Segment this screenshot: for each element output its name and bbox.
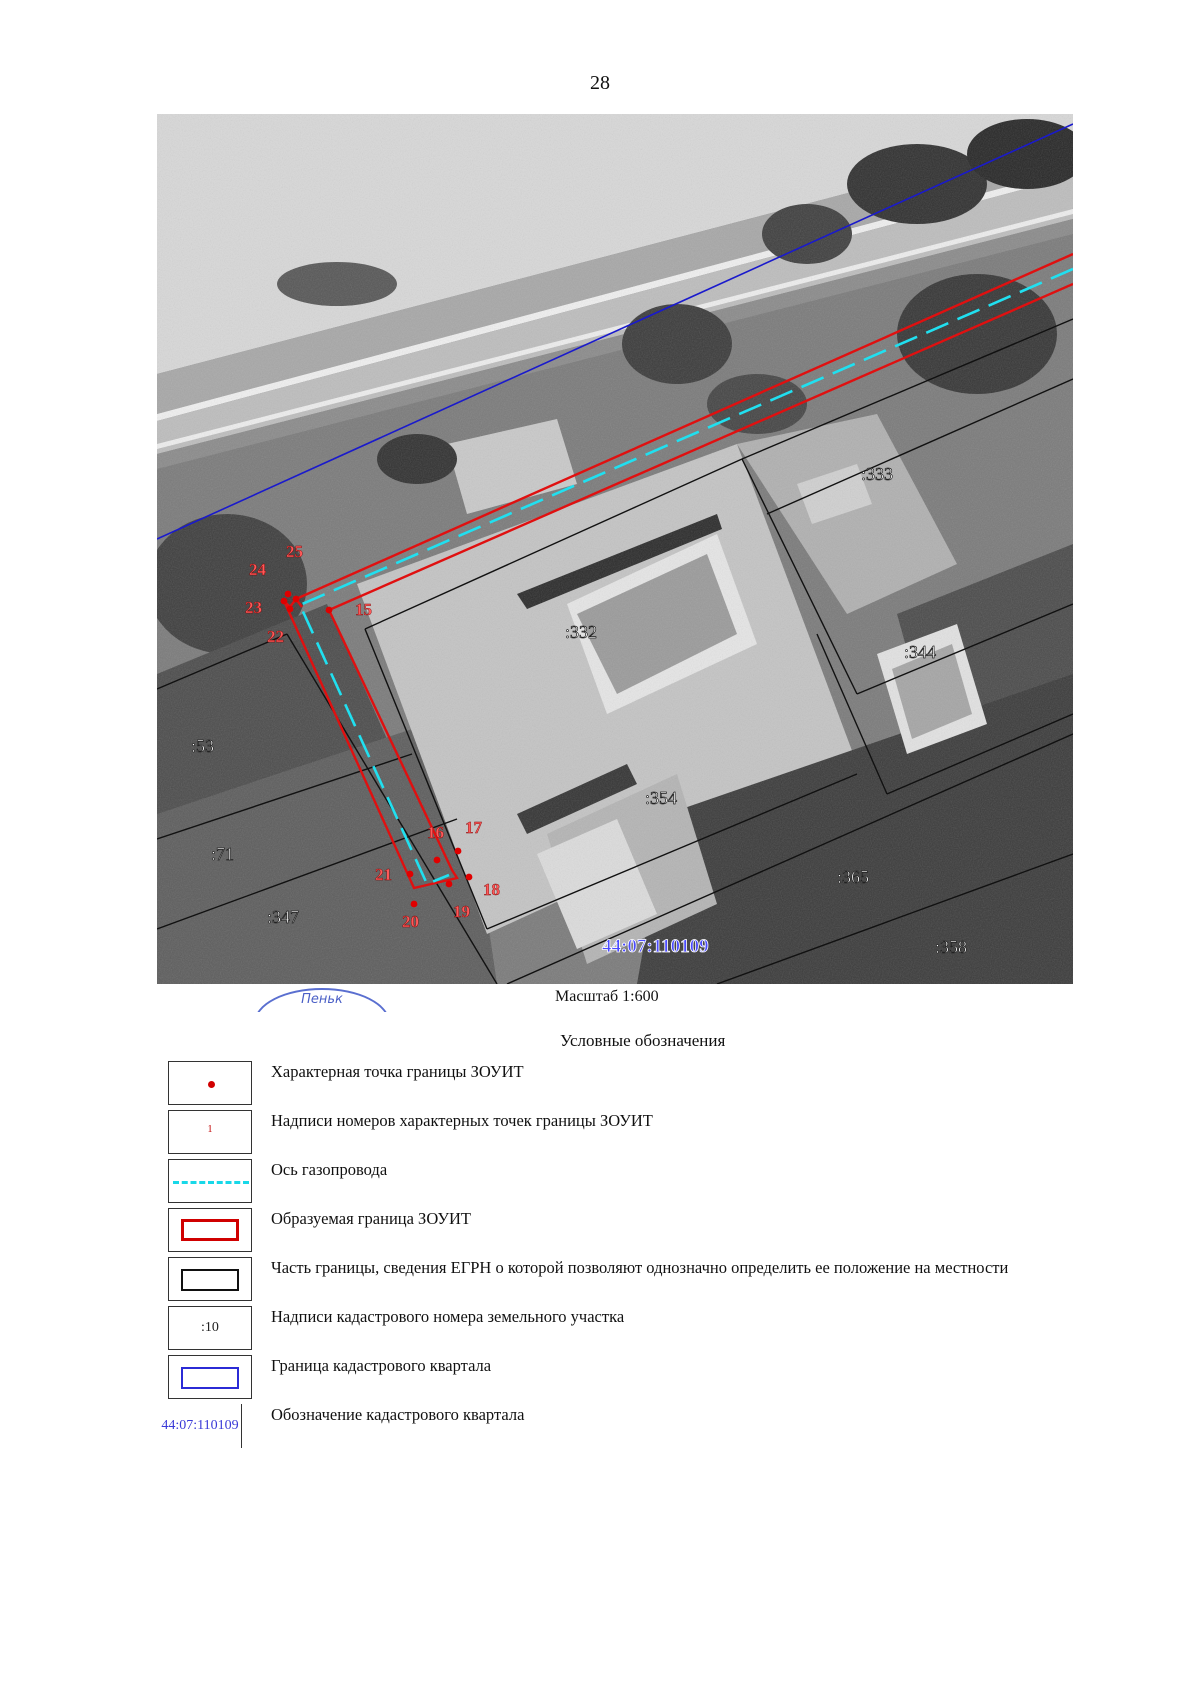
legend-symbol-box [168, 1159, 252, 1203]
parcel-label-365: :365 [837, 867, 870, 887]
legend-label: Образуемая граница ЗОУИТ [271, 1209, 471, 1228]
map-scale: Масштаб 1:600 [555, 988, 659, 1005]
black-rectangle-icon [181, 1269, 239, 1291]
legend-symbol-box [168, 1110, 252, 1154]
legend-label: Надписи кадастрового номера земельного участка [271, 1307, 625, 1326]
point-label-24: 24 [249, 560, 266, 579]
parcel-label-354: :354 [645, 788, 678, 808]
legend-title: Условные обозначения [560, 1031, 726, 1050]
point-label-18: 18 [483, 880, 500, 899]
point-label-16: 16 [427, 823, 444, 842]
point-label-20: 20 [402, 912, 419, 931]
legend-symbol-box [168, 1306, 252, 1350]
parcel-label-332: :332 [565, 622, 598, 642]
page-number: 28 [590, 72, 610, 94]
legend-symbol-box [168, 1061, 252, 1105]
point-label-19: 19 [453, 902, 470, 921]
red-point-icon [208, 1081, 215, 1088]
legend-symbol-box [168, 1208, 252, 1252]
point-label-22: 22 [267, 627, 284, 646]
legend-label: Надписи номеров характерных точек границы ЗОУИТ [271, 1111, 653, 1130]
parcel-label-358: :358 [935, 937, 968, 957]
legend-label: Ось газопровода [271, 1160, 388, 1179]
point-label-23: 23 [245, 598, 262, 617]
point-label-15: 15 [355, 600, 372, 619]
parcel-label-333: :333 [861, 464, 894, 484]
cadastral-map[interactable] [157, 114, 1073, 984]
red-rectangle-icon [181, 1219, 239, 1241]
cyan-dashed-line-icon [173, 1181, 249, 1184]
legend-label: Характерная точка границы ЗОУИТ [271, 1062, 524, 1081]
parcel-label-347: :347 [267, 907, 300, 927]
parcel-label-53: :53 [191, 736, 215, 756]
cadastral-number-sample: :10 [201, 1320, 219, 1335]
legend-label: Граница кадастрового квартала [271, 1356, 492, 1375]
legend-label: Обозначение кадастрового квартала [271, 1405, 525, 1424]
stamp-text: Пеньк [301, 992, 343, 1007]
parcel-label-71: :71 [211, 844, 235, 864]
legend-symbol-box [168, 1355, 252, 1399]
blue-rectangle-icon [181, 1367, 239, 1389]
legend-symbol-box [168, 1257, 252, 1301]
kvartal-label-sample: 44:07:110109 [161, 1418, 239, 1433]
map-canvas [157, 114, 1073, 984]
parcel-label-344: :344 [904, 642, 937, 662]
point-number-sample: 1 [207, 1124, 213, 1135]
kvartal-label: 44:07:110109 [602, 936, 709, 957]
stamp [254, 988, 390, 1012]
point-label-21: 21 [375, 865, 392, 884]
point-label-17: 17 [465, 818, 482, 837]
legend-symbol-box [158, 1404, 242, 1448]
point-label-25: 25 [286, 542, 303, 561]
legend-label: Часть границы, сведения ЕГРН о которой позволяют однозначно определить ее положение на местности [271, 1258, 1009, 1277]
